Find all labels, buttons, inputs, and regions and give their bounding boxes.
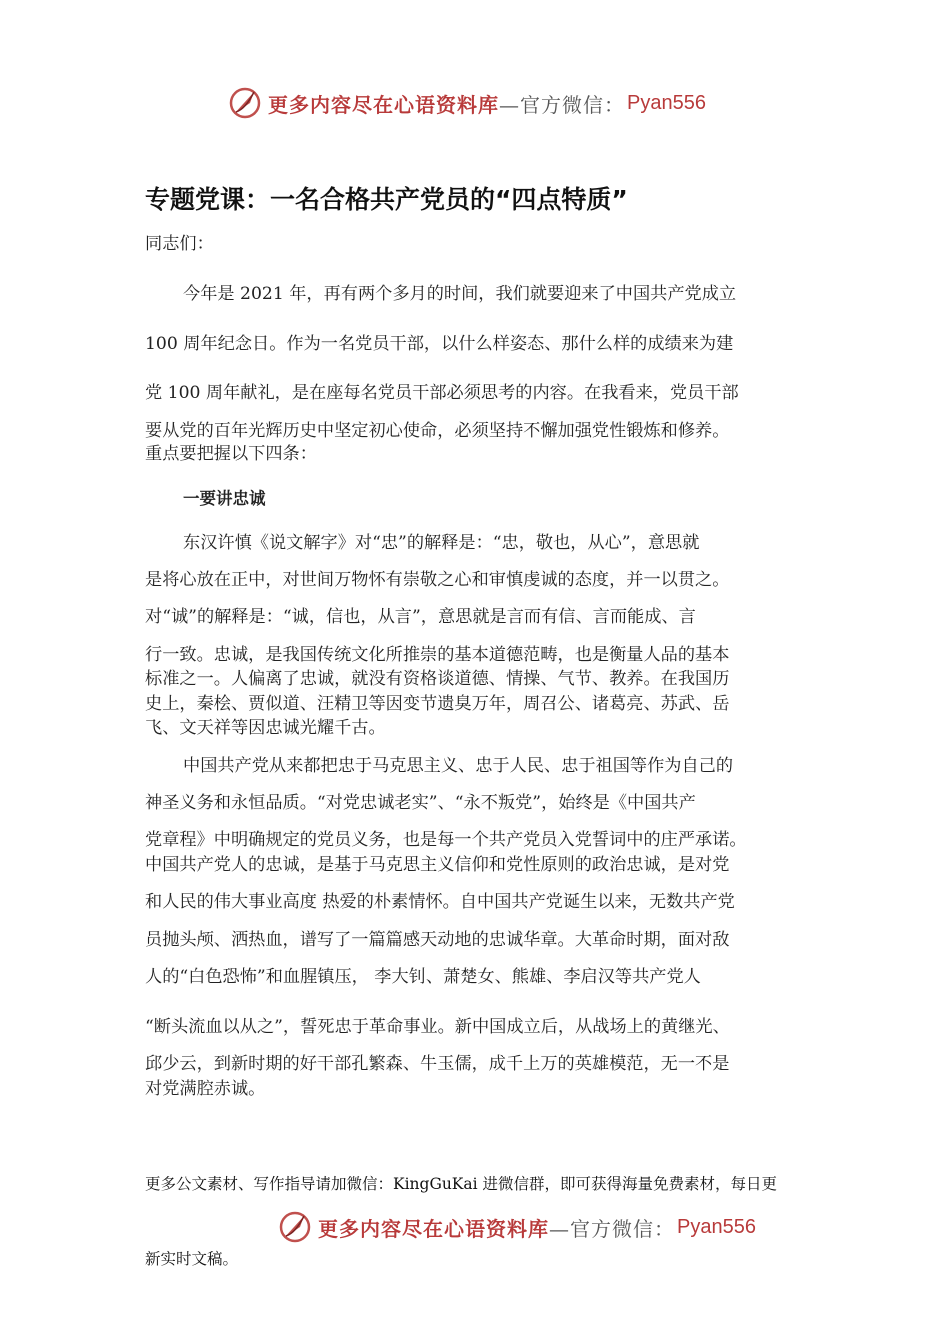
banner-text: 更多内容尽在心语资料库 xyxy=(268,92,499,117)
paragraph-line: 要从党的百年光辉历史中坚定初心使命，必须坚持不懈加强党性锻炼和修养。 xyxy=(145,421,730,441)
paragraph-line: 党章程》中明确规定的党员义务，也是每一个共产党员入党誓词中的庄严承诺。 xyxy=(145,830,747,850)
paragraph-line: 今年是 2021 年，再有两个多月的时间，我们就要迎来了中国共产党成立 xyxy=(183,284,737,304)
section-heading: 一要讲忠诚 xyxy=(183,489,266,508)
quill-logo-icon xyxy=(228,86,262,120)
paragraph-line: 中国共产党人的忠诚，是基于马克思主义信仰和党性原则的政治忠诚，是对党 xyxy=(145,855,730,875)
paragraph-line: 重点要把握以下四条： xyxy=(145,444,317,464)
paragraph-line: 100 周年纪念日。作为一名党员干部，以什么样姿态、那什么样的成绩来为建 xyxy=(145,334,734,354)
document-title: 专题党课：一名合格共产党员的“四点特质” xyxy=(145,185,628,214)
paragraph-line: 标准之一。人偏离了忠诚，就没有资格谈道德、情操、气节、教养。在我国历 xyxy=(145,669,730,689)
paragraph-line: 神圣义务和永恒品质。“对党忠诚老实”、“永不叛党”，始终是《中国共产 xyxy=(145,793,696,813)
banner-wechat-id: Pyan556 xyxy=(627,91,706,114)
paragraph-line: 党 100 周年献礼，是在座每名党员干部必须思考的内容。在我看来，党员干部 xyxy=(145,383,739,403)
banner-wechat-id: Pyan556 xyxy=(677,1215,756,1238)
top-banner xyxy=(228,86,706,120)
banner-text: 更多内容尽在心语资料库 xyxy=(318,1216,549,1241)
paragraph-line: 东汉许慎《说文解字》对“忠”的解释是：“忠，敬也，从心”，意思就 xyxy=(183,533,700,553)
paragraph-line: 人的“白色恐怖”和血腥镇压， 李大钊、萧楚女、熊雄、李启汉等共产党人 xyxy=(145,967,701,987)
footer-promo-line: 更多公文素材、写作指导请加微信：KingGuKai 进微信群，即可获得海量免费素材，每日更 xyxy=(145,1175,778,1193)
paragraph-line: 飞、文天祥等因忠诚光耀千古。 xyxy=(145,718,386,738)
paragraph-line: 行一致。忠诚，是我国传统文化所推崇的基本道德范畴，也是衡量人品的基本 xyxy=(145,645,730,665)
paragraph-line: 中国共产党从来都把忠于马克思主义、忠于人民、忠于祖国等作为自己的 xyxy=(183,756,734,776)
paragraph-line: “断头流血以从之”，誓死忠于革命事业。新中国成立后，从战场上的黄继光、 xyxy=(145,1017,730,1037)
banner-separator: —官方微信： xyxy=(499,92,625,117)
footer-promo-line-2: 新实时文稿。 xyxy=(145,1250,239,1268)
greeting: 同志们： xyxy=(145,234,214,254)
banner-separator: —官方微信： xyxy=(549,1216,675,1241)
paragraph-line: 对党满腔赤诚。 xyxy=(145,1079,266,1099)
paragraph-line: 对“诚”的解释是：“诚，信也，从言”，意思就是言而有信、言而能成、言 xyxy=(145,607,696,627)
paragraph-line: 员抛头颅、洒热血，谱写了一篇篇感天动地的忠诚华章。大革命时期，面对敌 xyxy=(145,930,730,950)
paragraph-line: 和人民的伟大事业高度 热爱的朴素情怀。自中国共产党诞生以来，无数共产党 xyxy=(145,892,735,912)
quill-logo-icon xyxy=(278,1210,312,1244)
paragraph-line: 邱少云，到新时期的好干部孔繁森、牛玉儒，成千上万的英雄模范，无一不是 xyxy=(145,1054,730,1074)
paragraph-line: 史上，秦桧、贾似道、汪精卫等因变节遗臭万年，周召公、诸葛亮、苏武、岳 xyxy=(145,694,730,714)
paragraph-line: 是将心放在正中，对世间万物怀有崇敬之心和审慎虔诚的态度，并一以贯之。 xyxy=(145,570,730,590)
bottom-banner xyxy=(278,1210,756,1244)
